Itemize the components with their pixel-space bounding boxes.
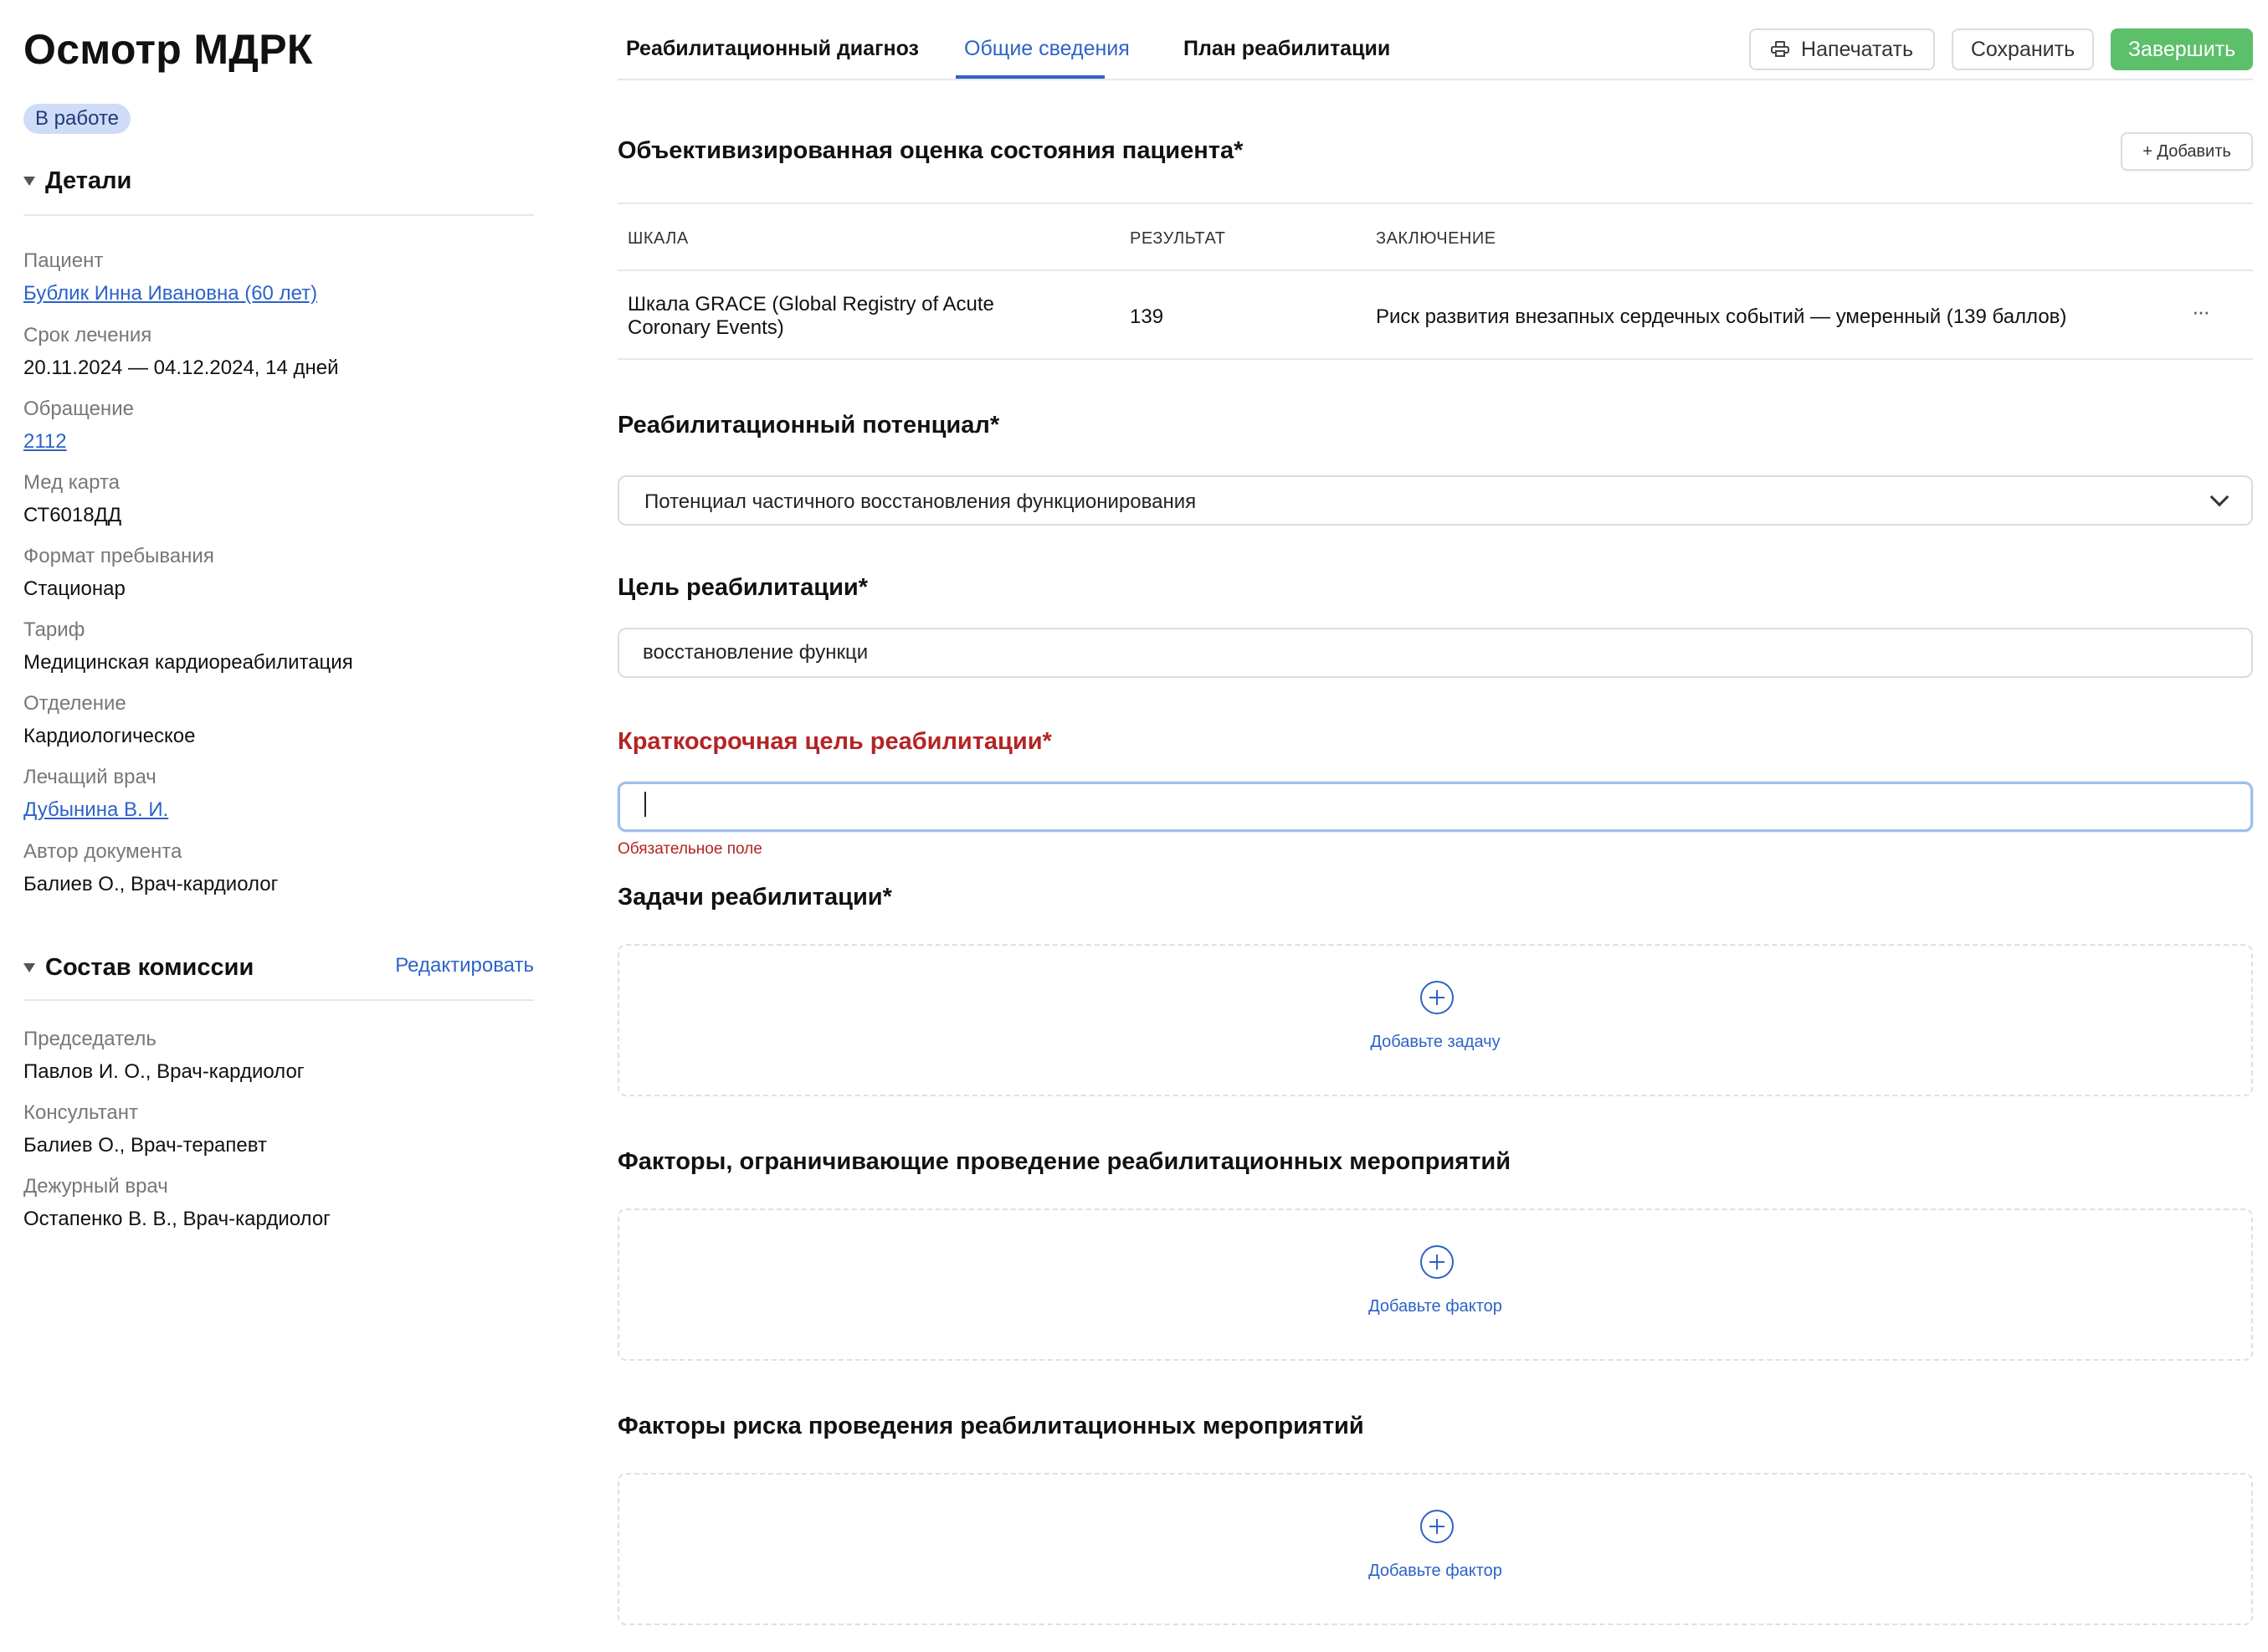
assessment-title: Объективизированная оценка состояния пациента* xyxy=(618,137,1244,164)
card-value: СТ6018ДД xyxy=(23,504,122,526)
caret-down-icon xyxy=(23,963,35,972)
table-border xyxy=(618,358,2253,360)
add-risk-factor-area[interactable] xyxy=(618,1473,2253,1625)
doctor-label: Лечащий врач xyxy=(23,766,157,788)
term-label: Срок лечения xyxy=(23,324,152,346)
doctor-link[interactable]: Дубынина В. И. xyxy=(23,798,169,821)
tasks-title: Задачи реабилитации* xyxy=(618,884,892,911)
duty-value: Остапенко В. В., Врач-кардиолог xyxy=(23,1208,331,1230)
goal-input[interactable] xyxy=(618,628,2253,678)
plus-circle-icon xyxy=(1420,1245,1454,1279)
consultant-label: Консультант xyxy=(23,1101,139,1124)
stay-label: Формат пребывания xyxy=(23,545,214,567)
edit-commission-link[interactable]: Редактировать xyxy=(395,954,534,977)
dept-value: Кардиологическое xyxy=(23,725,196,747)
risk-factors-title: Факторы риска проведения реабилитационных мероприятий xyxy=(618,1413,1364,1439)
add-limiting-factor-label: Добавьте фактор xyxy=(1368,1297,1502,1316)
column-header-conclusion: ЗАКЛЮЧЕНИЕ xyxy=(1376,229,1496,248)
appeal-label: Обращение xyxy=(23,398,134,420)
status-badge: В работе xyxy=(23,104,131,134)
divider xyxy=(23,214,534,216)
column-header-scale: ШКАЛА xyxy=(628,229,689,248)
active-tab-indicator xyxy=(956,75,1105,79)
short-goal-input[interactable] xyxy=(618,782,2253,832)
details-heading: Детали xyxy=(45,167,132,194)
author-label: Автор документа xyxy=(23,840,182,863)
table-border xyxy=(618,269,2253,271)
add-assessment-button[interactable]: + Добавить xyxy=(2121,132,2253,171)
goal-title: Цель реабилитации* xyxy=(618,574,869,601)
error-message: Обязательное поле xyxy=(618,840,762,858)
page-title: Осмотр МДРК xyxy=(23,26,313,73)
cell-conclusion: Риск развития внезапных сердечных событий — умеренный (139 баллов) xyxy=(1376,305,2067,328)
plus-circle-icon xyxy=(1420,981,1454,1014)
potential-select[interactable] xyxy=(618,475,2253,526)
tab-rehab-plan[interactable]: План реабилитации xyxy=(1183,37,1391,60)
patient-link[interactable]: Бублик Инна Ивановна (60 лет) xyxy=(23,282,318,305)
potential-title: Реабилитационный потенциал* xyxy=(618,412,1000,439)
add-risk-factor-label: Добавьте фактор xyxy=(1368,1562,1502,1580)
chair-label: Председатель xyxy=(23,1028,157,1050)
chair-value: Павлов И. О., Врач-кардиолог xyxy=(23,1060,305,1083)
tab-rehab-diagnosis[interactable]: Реабилитационный диагноз xyxy=(626,37,919,60)
column-header-result: РЕЗУЛЬТАТ xyxy=(1130,229,1226,248)
consultant-value: Балиев О., Врач-терапевт xyxy=(23,1134,267,1157)
tariff-value: Медицинская кардиореабилитация xyxy=(23,651,353,674)
save-button[interactable]: Сохранить xyxy=(1952,28,2094,70)
table-border xyxy=(618,203,2253,204)
potential-selected-value: Потенциал частичного восстановления функционирования xyxy=(644,490,1197,513)
tab-general-info[interactable]: Общие сведения xyxy=(964,37,1130,60)
add-limiting-factor-area[interactable] xyxy=(618,1208,2253,1361)
author-value: Балиев О., Врач-кардиолог xyxy=(23,873,279,895)
add-task-area[interactable] xyxy=(618,944,2253,1096)
card-label: Мед карта xyxy=(23,471,121,494)
finish-button[interactable]: Завершить xyxy=(2111,28,2253,70)
tariff-label: Тариф xyxy=(23,618,85,641)
limiting-factors-title: Факторы, ограничивающие проведение реабилитационных мероприятий xyxy=(618,1148,1511,1175)
cell-scale: Шкала GRACE (Global Registry of Acute Coronary Events) xyxy=(628,293,994,339)
print-button-label: Напечатать xyxy=(1801,37,1913,61)
more-options-icon[interactable]: ··· xyxy=(2192,299,2209,324)
commission-toggle[interactable] xyxy=(23,954,254,982)
patient-label: Пациент xyxy=(23,249,104,272)
divider xyxy=(23,999,534,1001)
stay-value: Стационар xyxy=(23,577,126,600)
dept-label: Отделение xyxy=(23,692,126,715)
term-value: 20.11.2024 — 04.12.2024, 14 дней xyxy=(23,357,339,379)
caret-down-icon xyxy=(23,177,35,186)
details-toggle[interactable] xyxy=(23,167,131,195)
printer-icon xyxy=(1771,41,1789,58)
duty-label: Дежурный врач xyxy=(23,1175,168,1198)
print-button[interactable] xyxy=(1749,28,1935,70)
text-cursor xyxy=(644,792,646,817)
short-goal-title: Краткосрочная цель реабилитации* xyxy=(618,728,1052,755)
appeal-link[interactable]: 2112 xyxy=(23,430,67,453)
short-goal-field xyxy=(618,782,2253,834)
commission-heading: Состав комиссии xyxy=(45,954,254,981)
add-task-label: Добавьте задачу xyxy=(1370,1033,1501,1051)
cell-result: 139 xyxy=(1130,305,1164,328)
chevron-down-icon xyxy=(2210,488,2230,507)
plus-circle-icon xyxy=(1420,1510,1454,1543)
